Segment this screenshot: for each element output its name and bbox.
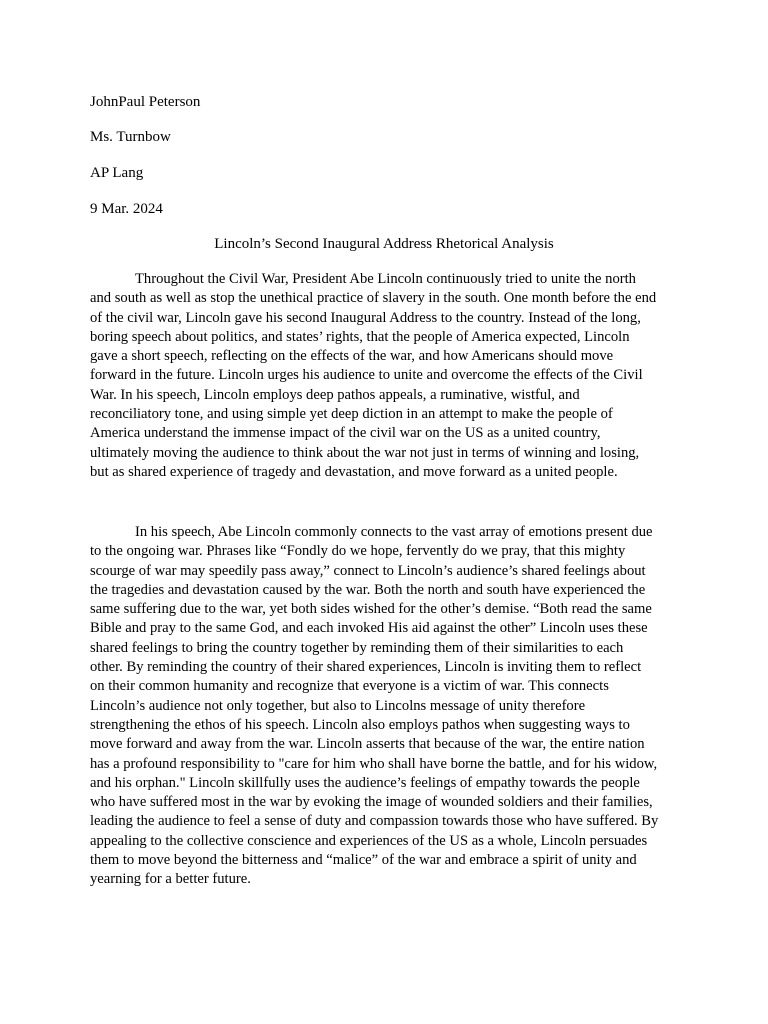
paragraph-line: Bible and pray to the same God, and each invoked His aid against the other” Lincoln uses these xyxy=(90,620,648,637)
paragraph-line: boring speech about politics, and states’ rights, that the people of America expected, Lincoln xyxy=(90,328,630,345)
paragraph-line: strengthening the ethos of his speech. Lincoln also employs pathos when suggesting ways to xyxy=(90,716,630,733)
paragraph-line: Throughout the Civil War, President Abe Lincoln continuously tried to unite the north xyxy=(135,271,636,287)
paragraph-line: to the ongoing war. Phrases like “Fondly do we hope, fervently do we pray, that this mighty xyxy=(90,543,626,560)
essay-title: Lincoln’s Second Inaugural Address Rhetorical Analysis xyxy=(214,236,554,252)
paragraph-line: on their common humanity and recognize that everyone is a victim of war. This connects xyxy=(90,678,609,695)
paragraph-line: of the civil war, Lincoln gave his second Inaugural Address to the country. Instead of the long, xyxy=(90,309,641,326)
paragraph-line: forward in the future. Lincoln urges his audience to unite and overcome the effects of the Civil xyxy=(90,367,643,384)
paragraph-line: reconciliatory tone, and using simple yet deep diction in an attempt to make the people of xyxy=(90,406,613,423)
paragraph-2 xyxy=(90,523,684,890)
paragraph-line: appealing to the collective conscience and experiences of the US as a whole, Lincoln persuades xyxy=(90,832,648,849)
paragraph-line: has a profound responsibility to "care for him who shall have borne the battle, and for his widow, xyxy=(90,755,658,772)
student-name: JohnPaul Peterson xyxy=(90,94,201,110)
paragraph-line: scourge of war may speedily pass away,” connect to Lincoln’s audience’s shared feelings about xyxy=(90,562,646,579)
paragraph-line: ultimately moving the audience to think about the war not just in terms of winning and losing, xyxy=(90,444,640,461)
paragraph-line: gave a short speech, reflecting on the effects of the war, and how Americans should move xyxy=(90,348,614,365)
paragraph-line: move forward and away from the war. Lincoln asserts that because of the war, the entire nation xyxy=(90,736,645,753)
paragraph-line: leading the audience to feel a sense of duty and compassion towards those who have suffered. By xyxy=(90,813,659,830)
paragraph-line: and his orphan." Lincoln skillfully uses the audience’s feelings of empathy towards the people xyxy=(90,774,640,791)
paragraph-line: who have suffered most in the war by evoking the image of wounded soldiers and their families, xyxy=(90,794,653,811)
essay-date: 9 Mar. 2024 xyxy=(90,201,163,217)
paragraph-line: other. By reminding the country of their shared experiences, Lincoln is inviting them to reflect xyxy=(90,659,642,676)
paragraph-line: yearning for a better future. xyxy=(90,871,251,888)
paragraph-line: and south as well as stop the unethical practice of slavery in the south. One month before the end xyxy=(90,290,657,307)
paragraph-line: America understand the immense impact of the civil war on the US as a united country, xyxy=(90,425,601,442)
paragraph-line: War. In his speech, Lincoln employs deep pathos appeals, a ruminative, wistful, and xyxy=(90,386,580,403)
paragraph-line: them to move beyond the bitterness and “malice” of the war and embrace a spirit of unity and xyxy=(90,852,637,869)
paragraph-line: same suffering due to the war, yet both sides wished for the other’s demise. “Both read the same xyxy=(90,601,652,618)
paragraph-1 xyxy=(90,270,684,482)
teacher-name: Ms. Turnbow xyxy=(90,129,171,145)
paragraph-line: the tragedies and devastation caused by the war. Both the north and south have experienced the xyxy=(90,581,646,598)
paragraph-line: In his speech, Abe Lincoln commonly connects to the vast array of emotions present due xyxy=(135,524,653,540)
course-name: AP Lang xyxy=(90,165,144,181)
paragraph-line: but as shared experience of tragedy and devastation, and move forward as a united people. xyxy=(90,463,618,480)
paragraph-line: shared feelings to bring the country together by reminding them of their similarities to each xyxy=(90,639,624,656)
paragraph-line: Lincoln’s audience not only together, but also to Lincolns message of unity therefore xyxy=(90,697,586,714)
